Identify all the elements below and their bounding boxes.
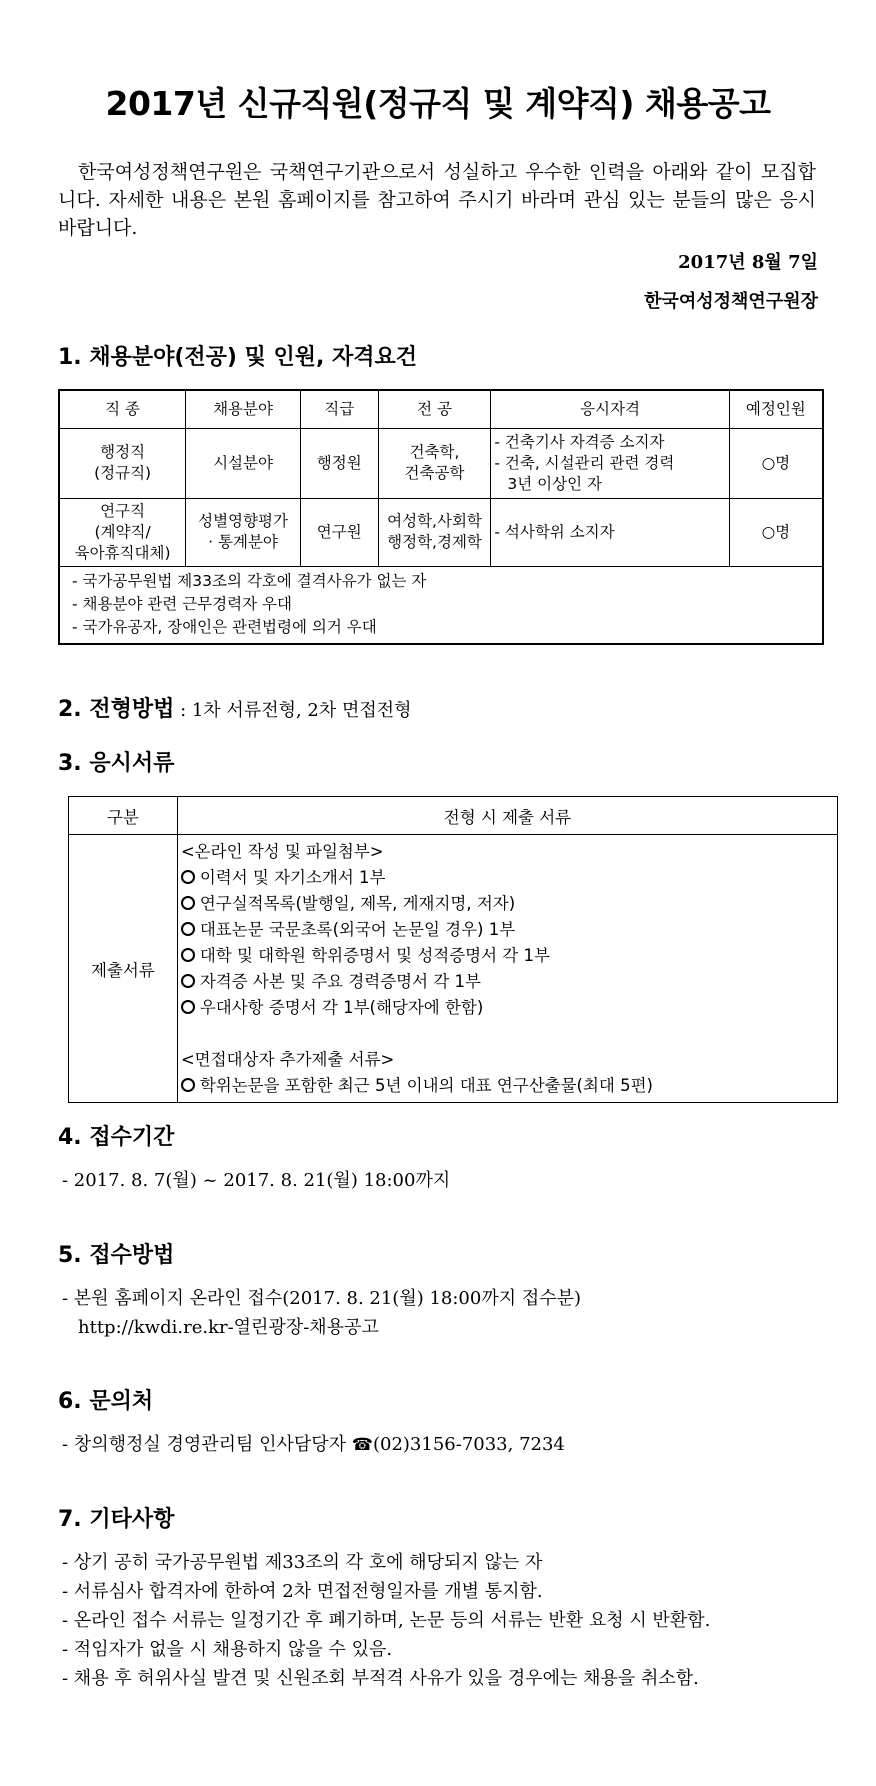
notes-cell — [59, 566, 823, 644]
header-major: 전 공 — [378, 390, 491, 428]
circle-bullet-icon — [181, 1000, 195, 1014]
header-job-type: 직 종 — [59, 390, 186, 428]
job-type-cell: 행정직 (정규직) — [59, 428, 186, 498]
list-item: - 적임자가 없을 시 채용하지 않을 수 있음. — [62, 1639, 393, 1660]
qualification-cell: - 건축기사 자격증 소지자 - 건축, 시설관리 관련 경력 3년 이상인 자 — [491, 428, 729, 498]
online-docs-title: <온라인 작성 및 파일첨부> — [180, 841, 384, 861]
interview-docs-title: <면접대상자 추가제출 서류> — [180, 1049, 395, 1069]
contact-text: - 창의행정실 경영관리팀 인사담당자 — [62, 1434, 352, 1455]
headcount-cell: ○명 — [729, 428, 823, 498]
intro-paragraph: 한국여성정책연구원은 국책연구기관으로서 성실하고 우수한 인력을 아래와 같이 모집합니다. 자세한 내용은 본원 홈페이지를 참고하여 주시기 바라며 관심 있는 분들의 많은 응시 바랍니다. — [58, 161, 816, 239]
notes-row — [59, 566, 823, 644]
recruitment-table — [58, 389, 824, 645]
headcount-cell: ○명 — [729, 498, 823, 566]
note-item: - 국가유공자, 장애인은 관련법령에 의거 우대 — [72, 618, 377, 637]
list-item: 연구실적목록(발행일, 제목, 게재지명, 저자) — [181, 891, 837, 917]
circle-bullet-icon — [181, 896, 195, 910]
major-cell: 여성학,사회학 행정학,경제학 — [378, 498, 491, 566]
section6-heading: 6. 문의처 — [58, 1389, 154, 1414]
section2 — [58, 692, 412, 723]
phone-icon: ☎ — [351, 1435, 373, 1455]
list-item: - 채용 후 허위사실 발견 및 신원조회 부적격 사유가 있을 경우에는 채용을 취소함. — [62, 1668, 699, 1689]
header-headcount: 예정인원 — [729, 390, 823, 428]
contact-phone: (02)3156-7033, 7234 — [372, 1434, 565, 1455]
list-item: 이력서 및 자기소개서 1부 — [181, 865, 837, 891]
other-notes-list — [62, 1548, 816, 1693]
header-documents: 전형 시 제출 서류 — [177, 797, 837, 835]
section4-heading: 4. 접수기간 — [58, 1125, 175, 1150]
header-qualification: 응시자격 — [491, 390, 729, 428]
rank-cell: 연구원 — [300, 498, 378, 566]
documents-header-row — [69, 797, 838, 835]
selection-method: : 1차 서류전형, 2차 면접전형 — [174, 700, 412, 721]
circle-bullet-icon — [181, 1078, 195, 1092]
announcement-date: 2017년 8월 7일 — [678, 252, 818, 273]
page-title: 2017년 신규직원(정규직 및 계약직) 채용공고 — [105, 84, 771, 123]
section1-heading: 1. 채용분야(전공) 및 인원, 자격요건 — [58, 345, 418, 370]
header-field: 채용분야 — [186, 390, 301, 428]
note-item: - 채용분야 관련 근무경력자 우대 — [72, 595, 292, 614]
note-item: - 국가공무원법 제33조의 각호에 결격사유가 없는 자 — [72, 572, 427, 591]
list-item: 학위논문을 포함한 최근 5년 이내의 대표 연구산출물(최대 5편) — [181, 1073, 837, 1099]
table-row — [59, 498, 823, 566]
section3-heading: 3. 응시서류 — [58, 751, 175, 776]
header-rank: 직급 — [300, 390, 378, 428]
qualification-cell: - 석사학위 소지자 — [491, 498, 729, 566]
documents-table — [68, 796, 838, 1103]
table-row — [69, 835, 838, 1103]
list-item: 대학 및 대학원 학위증명서 및 성적증명서 각 1부 — [181, 943, 837, 969]
category-cell: 제출서류 — [69, 835, 178, 1103]
circle-bullet-icon — [181, 974, 195, 988]
section5-heading: 5. 접수방법 — [58, 1243, 175, 1268]
section7-heading: 7. 기타사항 — [58, 1507, 175, 1532]
list-item: - 상기 공히 국가공무원법 제33조의 각 호에 해당되지 않는 자 — [62, 1552, 543, 1573]
major-cell: 건축학, 건축공학 — [378, 428, 491, 498]
header-category: 구분 — [69, 797, 178, 835]
list-item: 자격증 사본 및 주요 경력증명서 각 1부 — [181, 969, 837, 995]
list-item: - 서류심사 합격자에 한하여 2차 면접전형일자를 개별 통지함. — [62, 1581, 543, 1602]
contact-line — [62, 1430, 565, 1456]
announcement-signer: 한국여성정책연구원장 — [644, 291, 818, 312]
circle-bullet-icon — [181, 948, 195, 962]
field-cell: 시설분야 — [186, 428, 301, 498]
list-item: - 온라인 접수 서류는 일정기간 후 폐기하며, 논문 등의 서류는 반환 요청 시 반환함. — [62, 1610, 711, 1631]
list-item: 대표논문 국문초록(외국어 논문일 경우) 1부 — [181, 917, 837, 943]
table-row — [59, 428, 823, 498]
circle-bullet-icon — [181, 922, 195, 936]
section2-heading: 2. 전형방법 — [58, 697, 175, 722]
recruitment-header-row — [59, 390, 823, 428]
application-period: - 2017. 8. 7(월) ~ 2017. 8. 21(월) 18:00까지 — [62, 1170, 451, 1191]
field-cell: 성별영향평가 · 통계분야 — [186, 498, 301, 566]
application-method: - 본원 홈페이지 온라인 접수(2017. 8. 21(월) 18:00까지 접수분) — [62, 1288, 582, 1309]
rank-cell: 행정원 — [300, 428, 378, 498]
list-item: 우대사항 증명서 각 1부(해당자에 한함) — [181, 995, 837, 1021]
documents-cell — [177, 835, 837, 1103]
application-url: http://kwdi.re.kr-열린광장-채용공고 — [78, 1317, 379, 1338]
job-type-cell: 연구직 (계약직/ 육아휴직대체) — [59, 498, 186, 566]
circle-bullet-icon — [181, 870, 195, 884]
